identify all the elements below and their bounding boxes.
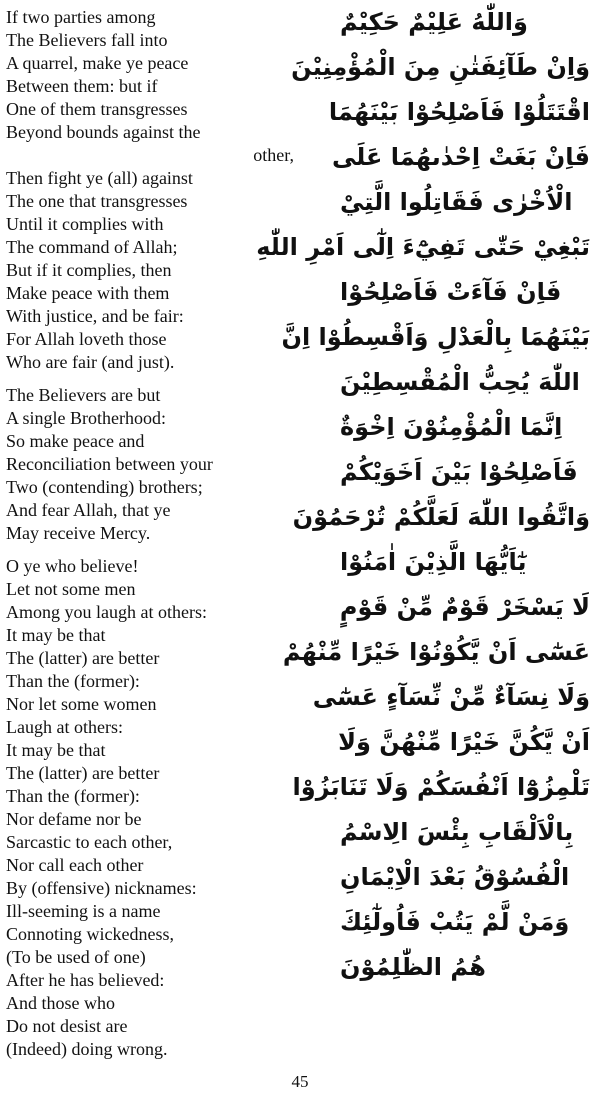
english-line: But if it complies, then <box>6 260 172 280</box>
arabic-line: بَيْنَهُمَا بِالْعَدْلِ وَاَقْسِطُوْا اِنَّ <box>281 323 590 351</box>
arabic-line: اقْتَتَلُوْا فَاَصْلِحُوْا بَيْنَهُمَا <box>328 98 590 126</box>
english-line: With justice, and be fair: <box>6 306 184 326</box>
english-stanza-2 <box>6 384 306 545</box>
english-line: (Indeed) doing wrong. <box>6 1039 168 1059</box>
english-line: O ye who believe! <box>6 556 139 576</box>
arabic-line: فَاِنْ بَغَتْ اِحْدٰىهُمَا عَلَى <box>331 143 590 171</box>
english-stanza-1 <box>6 6 306 374</box>
english-line: Ill-seeming is a name <box>6 901 161 921</box>
english-line: A quarrel, make ye peace <box>6 53 189 73</box>
english-line: Let not some men <box>6 579 136 599</box>
english-line: (To be used of one) <box>6 947 146 967</box>
arabic-line: وَاِنْ طَآئِفَتٰنِ مِنَ الْمُؤْمِنِيْنَ <box>291 53 590 81</box>
arabic-line: هُمُ الظّٰلِمُوْنَ <box>340 953 486 981</box>
arabic-line: اَنْ يَّكُنَّ خَيْرًا مِّنْهُنَّ وَلَا <box>338 728 590 756</box>
english-line: A single Brotherhood: <box>6 408 166 428</box>
arabic-line: تَبْغِيْ حَتّٰى تَفِيْٓءَ اِلٰٓى اَمْرِ اللّٰهِ <box>256 233 590 261</box>
english-line: The (latter) are better <box>6 763 160 783</box>
english-line: After he has believed: <box>6 970 165 990</box>
english-line: Two (contending) brothers; <box>6 477 203 497</box>
english-line: Nor call each other <box>6 855 144 875</box>
english-line: The Believers are but <box>6 385 161 405</box>
english-line: If two parties among <box>6 7 156 27</box>
english-line: Between them: but if <box>6 76 158 96</box>
arabic-line: اِنَّمَا الْمُؤْمِنُوْنَ اِخْوَةٌ <box>340 413 563 441</box>
english-line: The Believers fall into <box>6 30 168 50</box>
english-line: And fear Allah, that ye <box>6 500 171 520</box>
english-line: Connoting wickedness, <box>6 924 174 944</box>
english-line: So make peace and <box>6 431 145 451</box>
english-line: Until it complies with <box>6 214 164 234</box>
arabic-line: فَاَصْلِحُوْا بَيْنَ اَخَوَيْكُمْ <box>340 458 578 486</box>
english-line: Then fight ye (all) against <box>6 168 193 188</box>
arabic-line: وَاللّٰهُ عَلِيْمٌ حَكِيْمٌ <box>340 8 528 36</box>
arabic-line: تَلْمِزُوْٓا اَنْفُسَكُمْ وَلَا تَنَابَزُوْا <box>292 773 590 801</box>
english-line: Do not desist are <box>6 1016 128 1036</box>
arabic-line: اللّٰهَ يُحِبُّ الْمُقْسِطِيْنَ <box>340 368 580 396</box>
english-line: Among you laugh at others: <box>6 602 207 622</box>
english-line: Who are fair (and just). <box>6 352 175 372</box>
english-line: And those who <box>6 993 115 1013</box>
stanza-gap <box>6 374 306 384</box>
english-line: Than the (former): <box>6 671 140 691</box>
english-line: Nor let some women <box>6 694 157 714</box>
page-number: 45 <box>291 1072 309 1091</box>
english-line: One of them transgresses <box>6 99 188 119</box>
arabic-line: الْاُخْرٰى فَقَاتِلُوا الَّتِيْ <box>340 188 573 216</box>
english-line: Sarcastic to each other, <box>6 832 173 852</box>
arabic-line: وَاتَّقُوا اللّٰهَ لَعَلَّكُمْ تُرْحَمُوْنَ <box>292 503 590 531</box>
english-line: May receive Mercy. <box>6 523 151 543</box>
english-line: Make peace with them <box>6 283 170 303</box>
english-line: The (latter) are better <box>6 648 160 668</box>
english-line: It may be that <box>6 625 106 645</box>
arabic-line: بِالْاَلْقَابِ بِئْسَ الِاسْمُ <box>340 818 574 846</box>
arabic-line: لَا يَسْخَرْ قَوْمٌ مِّنْ قَوْمٍ <box>339 593 590 621</box>
english-line: Reconciliation between your <box>6 454 213 474</box>
english-line: Laugh at others: <box>6 717 123 737</box>
arabic-line: يٰٓاَيُّهَا الَّذِيْنَ اٰمَنُوْا <box>340 548 527 576</box>
arabic-line: عَسٰٓى اَنْ يَّكُوْنُوْا خَيْرًا مِّنْهُمْ <box>282 638 590 666</box>
english-line: Than the (former): <box>6 786 140 806</box>
english-line: The one that transgresses <box>6 191 188 211</box>
arabic-line: فَاِنْ فَآءَتْ فَاَصْلِحُوْا <box>340 278 562 306</box>
arabic-line: وَمَنْ لَّمْ يَتُبْ فَاُولٰٓئِكَ <box>340 908 570 936</box>
arabic-line: وَلَا نِسَآءٌ مِّنْ نِّسَآءٍ عَسٰٓى <box>312 683 590 711</box>
english-line: Nor defame nor be <box>6 809 142 829</box>
english-line: The command of Allah; <box>6 237 178 257</box>
english-translation-column <box>6 6 306 1061</box>
english-stanza-3 <box>6 555 306 1061</box>
english-line: By (offensive) nicknames: <box>6 878 197 898</box>
arabic-line: الْفُسُوْقُ بَعْدَ الْاِيْمَانِ <box>340 863 570 891</box>
english-line: Beyond bounds against the <box>6 122 201 142</box>
english-line: It may be that <box>6 740 106 760</box>
english-line: For Allah loveth those <box>6 329 167 349</box>
stanza-gap <box>6 545 306 555</box>
english-line-runover: other, <box>253 145 294 165</box>
